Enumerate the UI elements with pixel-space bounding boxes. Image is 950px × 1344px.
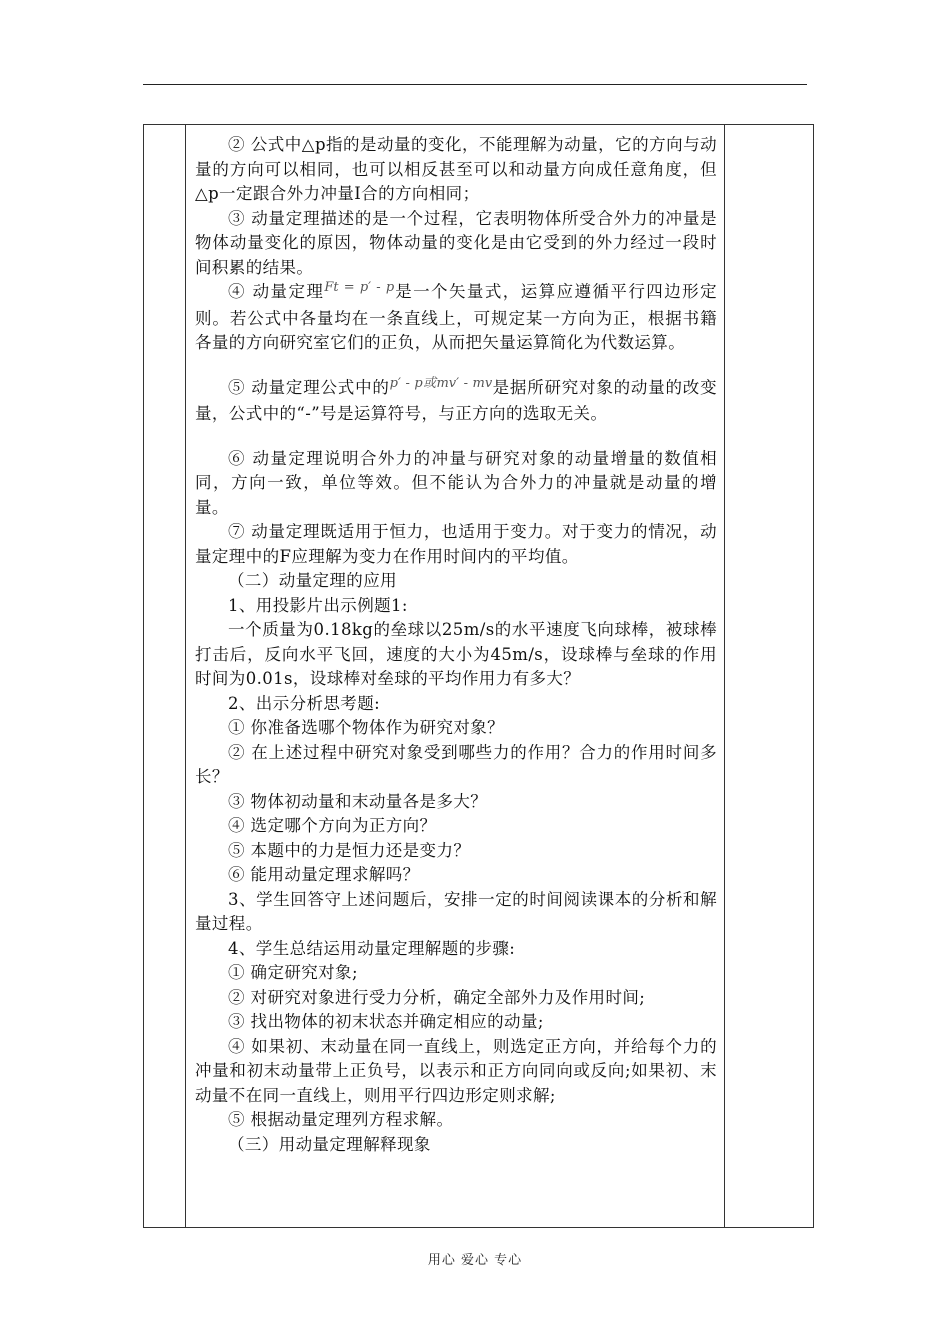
step-2: 2、出示分析思考题: — [228, 693, 381, 713]
solve-step-5: ⑤ 根据动量定理列方程求解。 — [228, 1110, 454, 1129]
question-4: ④ 选定哪个方向为正方向？ — [228, 816, 437, 835]
question-1: ① 你准备选哪个物体作为研究对象？ — [228, 718, 505, 737]
page-footer: 用心 爱心 专心 — [427, 1253, 523, 1268]
paragraph-4-text: 是一个矢量式，运算应遵循平行四边形定则。若公式中各量均在一条直线上，可规定某一方向为正，根据书籍各量的方向研究室它们的正负，从而把矢量运算简化为代数运算。 — [195, 282, 717, 352]
section-heading-2: （二）动量定理的应用 — [228, 571, 397, 590]
question-5: ⑤ 本题中的力是恒力还是变力？ — [228, 840, 471, 860]
solve-step-3: ③ 找出物体的初末状态并确定相应的动量; — [228, 1012, 544, 1031]
question-3: ③ 物体初动量和末动量各是多大？ — [228, 791, 488, 811]
section-heading-3: （三）用动量定理解释现象 — [228, 1134, 431, 1154]
paragraph-2: ② 公式中△p指的是动量的变化，不能理解为动量，它的方向与动量的方向可以相同，也可以相反甚至可以和动量方向成任意角度，但△p一定跟合外力冲量I合的方向相同； — [195, 135, 717, 203]
content-table — [143, 124, 814, 1228]
paragraph-6: ⑥ 动量定理说明合外力的冲量与研究对象的动量增量的数值相同，方向一致，单位等效。但不能认为合外力的冲量就是动量的增量。 — [195, 448, 717, 517]
formula-delta-p: p′ - p或mv′ - mv — [389, 375, 493, 391]
step-3: 3、学生回答守上述问题后，安排一定的时间阅读课本的分析和解量过程。 — [195, 889, 717, 933]
example-problem: 一个质量为0.18kg的垒球以25m/s的水平速度飞向球棒，被球棒打击后，反向水平飞回，速度的大小为45m/s，设球棒与垒球的作用时间为0.01s，设球棒对垒球的平均作用力有多大？ — [195, 620, 717, 688]
header-rule — [143, 84, 807, 85]
question-2: ② 在上述过程中研究对象受到哪些力的作用？合力的作用时间多长？ — [195, 742, 717, 786]
paragraph-7: ⑦ 动量定理既适用于恒力，也适用于变力。对于变力的情况，动量定理中的F应理解为变力在作用时间内的平均值。 — [195, 522, 717, 566]
paragraph-5-text: 是据所研究对象的动量的改变量，公式中的“-”号是运算符号，与正方向的选取无关。 — [195, 377, 717, 423]
paragraph-3: ③ 动量定理描述的是一个过程，它表明物体所受合外力的冲量是物体动量变化的原因，物体动量的变化是由它受到的外力经过一段时间积累的结果。 — [195, 208, 717, 277]
paragraph-4-line1: ④ 动量定理$^{Ft = p' - p}$是一个矢量式，运算应遵循平行四边形定则。若公式中各量均在一条直线上，可规定某一方向为正，根据书籍各量的方向研究室它们的正负，从而把矢量运算简化为代数运算。 — [195, 280, 717, 352]
step-1: 1、用投影片出示例题1: — [228, 595, 408, 615]
question-6: ⑥ 能用动量定理求解吗？ — [228, 865, 420, 884]
main-content-cell — [195, 133, 717, 1157]
paragraph-5: ⑤ 动量定理公式中的$^{p' - p或mv' - mv}$是据所研究对象的动量的改变量，公式中的“-”号是运算符号，与正方向的选取无关。 — [195, 375, 717, 423]
solve-step-2: ② 对研究对象进行受力分析，确定全部外力及作用时间; — [228, 987, 646, 1007]
solve-step-1: ① 确定研究对象; — [228, 963, 358, 982]
right-column-divider — [724, 125, 725, 1227]
solve-step-4: ④ 如果初、末动量在同一直线上，则选定正方向，并给每个力的冲量和初末动量带上正负号，以表示和正方向同向或反向;如果初、末动量不在同一直线上，则用平行四边形定则求解; — [195, 1036, 717, 1105]
step-4: 4、学生总结运用动量定理解题的步骤: — [228, 938, 516, 958]
left-column-divider — [185, 125, 186, 1227]
formula-ft: Ft = p′ - p — [324, 280, 395, 295]
